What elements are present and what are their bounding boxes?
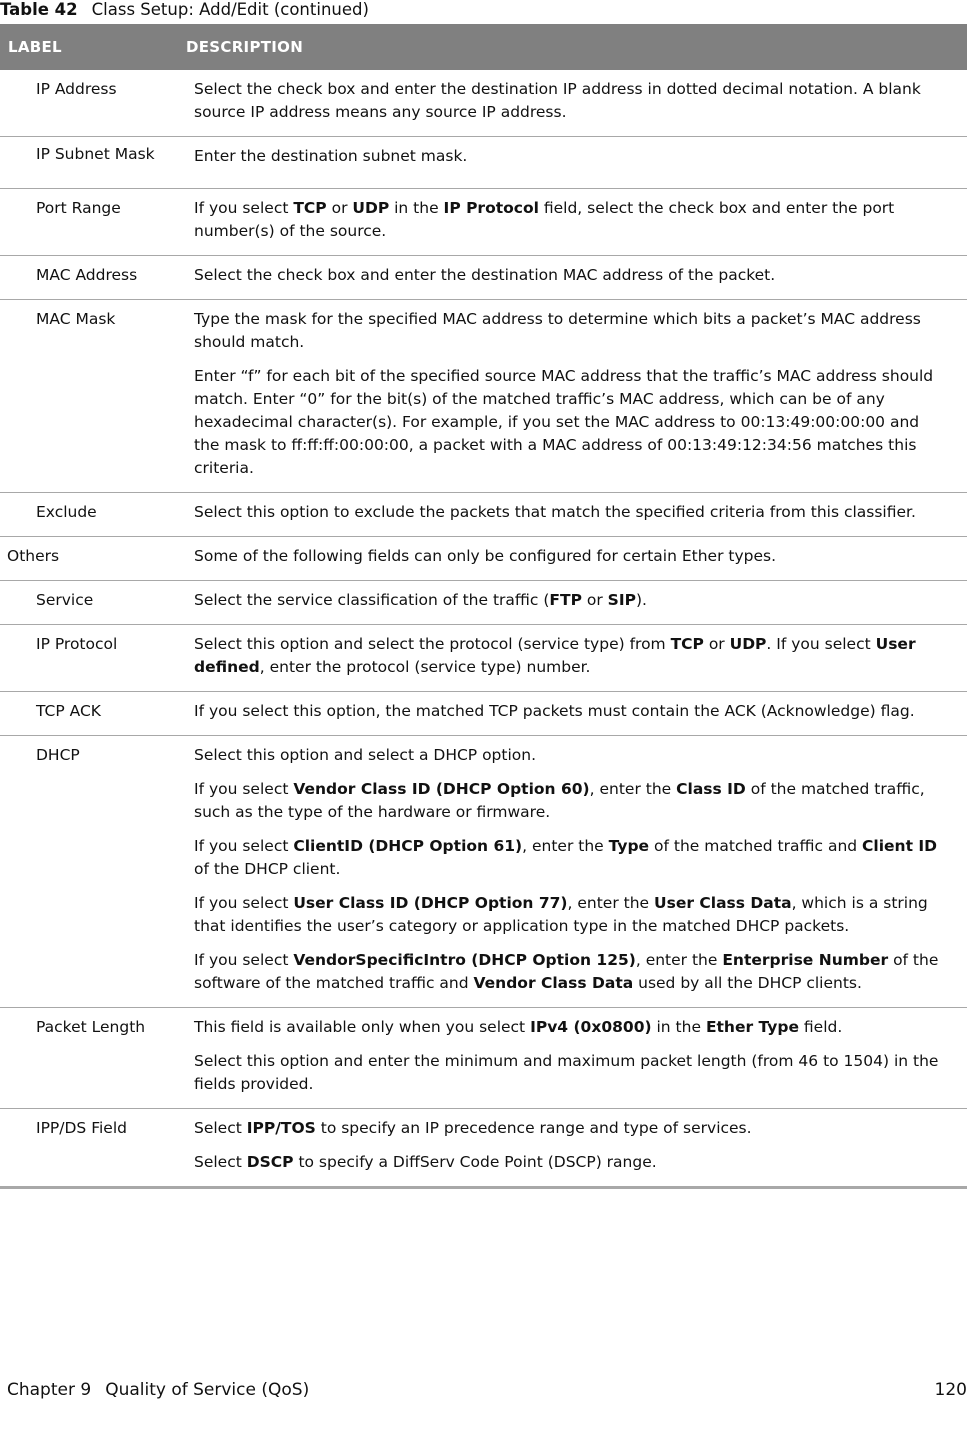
bold-term: UDP (729, 635, 767, 653)
page-number: 120 (934, 1380, 967, 1400)
table-row (0, 537, 967, 581)
row-description (186, 1008, 967, 1109)
table-title: Class Setup: Add/Edit (continued) (91, 0, 369, 19)
table-caption (0, 0, 369, 24)
description-paragraph: If you select TCP or UDP in the IP Protocol field, select the check box and enter the port number(s) of the source. (194, 199, 895, 240)
description-paragraph: Select this option and enter the minimum and maximum packet length (from 46 to 1504) in the fields provided. (194, 1052, 939, 1093)
description-paragraph: If you select this option, the matched TCP packets must contain the ACK (Acknowledge) flag. (194, 702, 915, 720)
row-label: Packet Length (0, 1008, 186, 1109)
table-row (0, 189, 967, 256)
row-description (186, 1109, 967, 1188)
bold-term: Enterprise Number (722, 951, 889, 969)
row-description (186, 581, 967, 625)
description-paragraph: If you select User Class ID (DHCP Option 77), enter the User Class Data, which is a string that identifies the user’s category or application type in the matched DHCP packets. (194, 894, 928, 935)
row-label: TCP ACK (0, 692, 186, 736)
table-row (0, 1008, 967, 1109)
bold-term: IP Protocol (443, 199, 539, 217)
row-description (186, 256, 967, 300)
class-setup-table (0, 24, 967, 1189)
description-paragraph: Select the check box and enter the destination IP address in dotted decimal notation. A blank source IP address means any source IP address. (194, 80, 921, 121)
header-label: LABEL (8, 38, 62, 56)
description-paragraph: If you select VendorSpecificIntro (DHCP Option 125), enter the Enterprise Number of the software of the matched traffic and Vendor Class Data used by all the DHCP clients. (194, 951, 939, 992)
description-paragraph: Select the check box and enter the destination MAC address of the packet. (194, 266, 776, 284)
row-description (186, 537, 967, 581)
table-row (0, 581, 967, 625)
description-paragraph: Some of the following fields can only be configured for certain Ether types. (194, 547, 777, 565)
row-description (186, 137, 967, 189)
bold-term: FTP (549, 591, 582, 609)
chapter-title: Quality of Service (QoS) (105, 1380, 310, 1400)
bold-term: IPv4 (0x0800) (530, 1018, 652, 1036)
row-label: IP Address (0, 70, 186, 137)
description-paragraph: Select this option to exclude the packets that match the specified criteria from this classifier. (194, 503, 916, 521)
row-label: IP Subnet Mask (0, 137, 186, 189)
row-description (186, 189, 967, 256)
bold-term: IPP/TOS (246, 1119, 316, 1137)
table-number: Table 42 (0, 0, 78, 19)
description-paragraph: Enter the destination subnet mask. (194, 147, 468, 165)
row-label: IP Protocol (0, 625, 186, 692)
bold-term: DSCP (246, 1153, 294, 1171)
description-paragraph: This field is available only when you select IPv4 (0x0800) in the Ether Type field. (194, 1018, 843, 1036)
row-label: Others (0, 537, 186, 581)
bold-term: Vendor Class Data (473, 974, 634, 992)
bold-term: SIP (607, 591, 636, 609)
row-description (186, 300, 967, 493)
bold-term: VendorSpecificIntro (DHCP Option 125) (293, 951, 636, 969)
table-row (0, 1109, 967, 1188)
description-paragraph: Select the service classification of the traffic (FTP or SIP). (194, 591, 647, 609)
bold-term: Vendor Class ID (DHCP Option 60) (293, 780, 590, 798)
row-description (186, 625, 967, 692)
row-label: IPP/DS Field (0, 1109, 186, 1188)
description-paragraph: If you select Vendor Class ID (DHCP Option 60), enter the Class ID of the matched traffic, such as the type of the hardware or firmware. (194, 780, 925, 821)
bold-term: User Class Data (654, 894, 792, 912)
table-row (0, 692, 967, 736)
row-description (186, 736, 967, 1008)
bold-term: ClientID (DHCP Option 61) (293, 837, 523, 855)
row-label: MAC Address (0, 256, 186, 300)
page-footer (7, 1378, 967, 1402)
row-description (186, 70, 967, 137)
bold-term: Ether Type (705, 1018, 799, 1036)
table-row (0, 70, 967, 137)
bold-term: Class ID (676, 780, 746, 798)
row-label: Exclude (0, 493, 186, 537)
bold-term: TCP (670, 635, 704, 653)
description-paragraph: Type the mask for the specified MAC address to determine which bits a packet’s MAC address should match. (194, 310, 921, 351)
table-header-row (0, 24, 967, 70)
bold-term: User Class ID (DHCP Option 77) (293, 894, 568, 912)
row-label: DHCP (0, 736, 186, 1008)
row-description (186, 493, 967, 537)
description-paragraph: Select this option and select the protocol (service type) from TCP or UDP. If you select User defined, enter the protocol (service type) number. (194, 635, 916, 676)
description-paragraph: Select IPP/TOS to specify an IP precedence range and type of services. (194, 1119, 752, 1137)
row-label: Service (0, 581, 186, 625)
table-row (0, 736, 967, 1008)
table-row (0, 300, 967, 493)
header-description: DESCRIPTION (186, 38, 304, 56)
row-label: MAC Mask (0, 300, 186, 493)
bold-term: Type (608, 837, 650, 855)
bold-term: UDP (352, 199, 390, 217)
description-paragraph: Select this option and select a DHCP option. (194, 746, 537, 764)
table-row (0, 493, 967, 537)
row-label: Port Range (0, 189, 186, 256)
description-paragraph: Enter “f” for each bit of the specified source MAC address that the traffic’s MAC address should match. Enter “0” for the bit(s) of the matched traffic’s MAC address, which can be of any hexadecimal character(s). For example, if you set the MAC address to 00:13:49:00:00:00 and the mask to ff:ff:ff:00:00:00, a packet with a MAC address of 00:13:49:12:34:56 matches this criteria. (194, 367, 934, 477)
chapter-number: Chapter 9 (7, 1380, 92, 1400)
header-row-cells (0, 24, 967, 70)
bold-term: Client ID (862, 837, 938, 855)
description-paragraph: Select DSCP to specify a DiffServ Code Point (DSCP) range. (194, 1153, 657, 1171)
bold-term: TCP (293, 199, 327, 217)
description-paragraph: If you select ClientID (DHCP Option 61), enter the Type of the matched traffic and Client ID of the DHCP client. (194, 837, 938, 878)
bold-term: User defined (194, 635, 916, 676)
row-description (186, 692, 967, 736)
table-row (0, 137, 967, 189)
footer-chapter (7, 1378, 309, 1402)
table-row (0, 625, 967, 692)
table-row (0, 256, 967, 300)
